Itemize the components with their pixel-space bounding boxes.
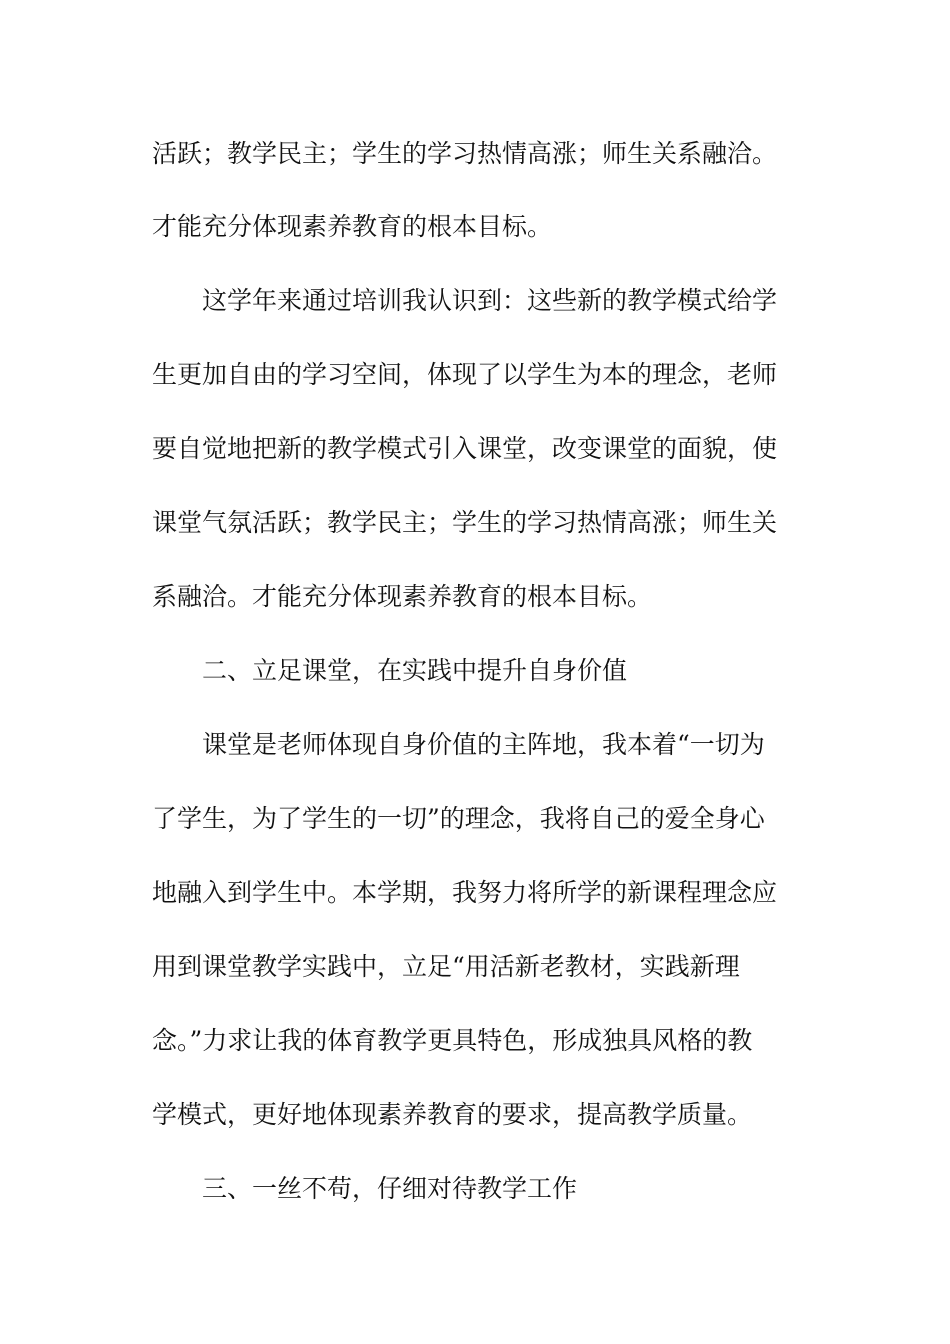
text-line-4: 生更加自由的学习空间，体现了以学生为本的理念，老师 [152,360,778,389]
section-heading-3: 三、一丝不苟，仔细对待教学工作 [202,1174,578,1203]
text-line-12: 用到课堂教学实践中，立足“用活新老教材，实践新理 [152,952,740,981]
text-line-13: 念。”力求让我的体育教学更具特色，形成独具风格的教 [152,1026,753,1055]
paragraph-start-line: 课堂是老师体现自身价值的主阵地，我本着“一切为 [202,730,765,759]
text-line-2: 才能充分体现素养教育的根本目标。 [152,212,553,241]
paragraph-start-line: 这学年来通过培训我认识到：这些新的教学模式给学 [202,286,778,315]
text-line-1: 活跃；教学民主；学生的学习热情高涨；师生关系融洽。 [152,139,778,168]
text-line-14: 学模式，更好地体现素养教育的要求，提高教学质量。 [152,1100,753,1129]
text-line-11: 地融入到学生中。本学期，我努力将所学的新课程理念应 [152,878,778,907]
text-line-7: 系融洽。才能充分体现素养教育的根本目标。 [152,582,653,611]
section-heading-2: 二、立足课堂，在实践中提升自身价值 [202,656,628,685]
text-line-5: 要自觉地把新的教学模式引入课堂，改变课堂的面貌，使 [152,434,778,463]
text-line-10: 了学生，为了学生的一切”的理念，我将自己的爱全身心 [152,804,765,833]
text-line-6: 课堂气氛活跃；教学民主；学生的学习热情高涨；师生关 [152,508,778,537]
